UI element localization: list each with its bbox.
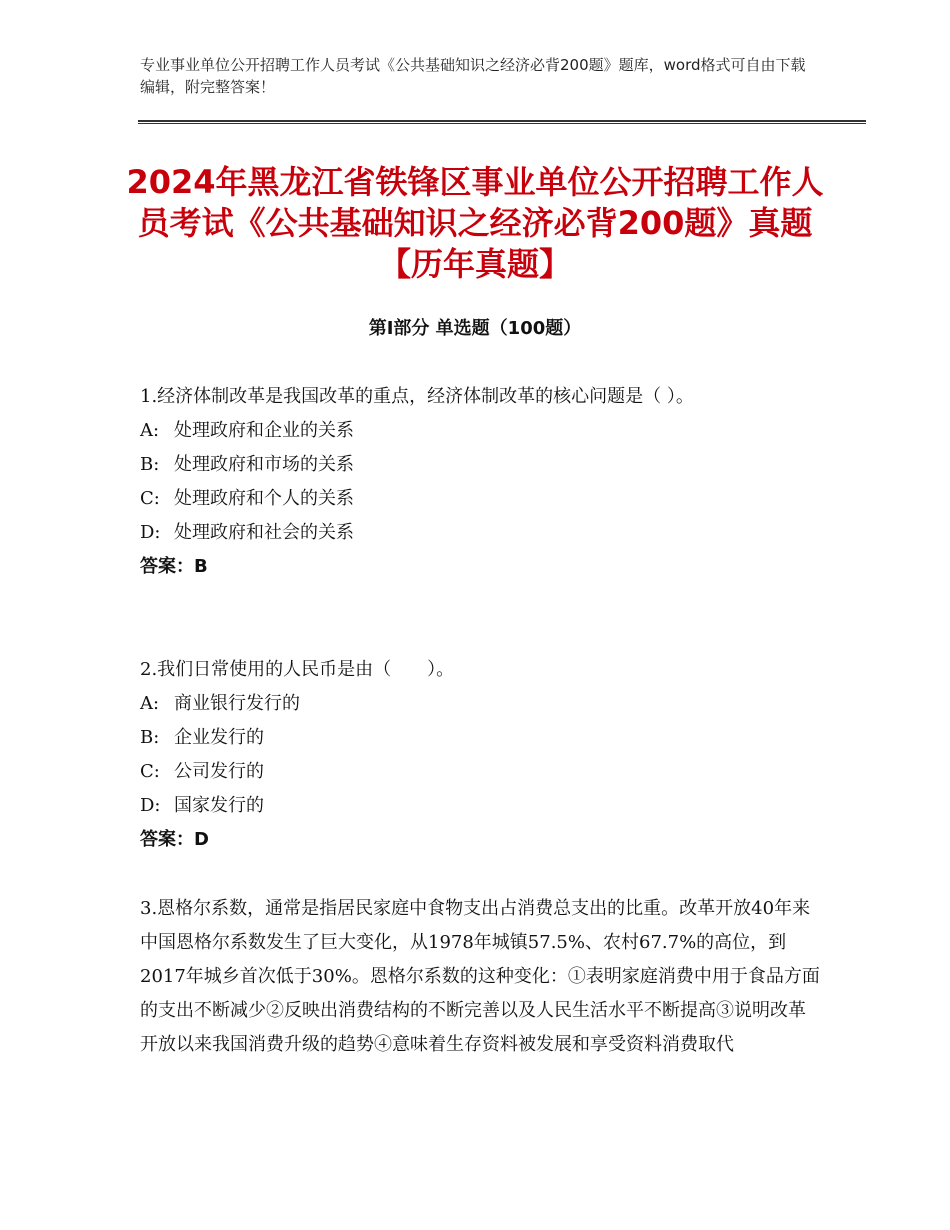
section-heading: 第Ⅰ部分 单选题（100题） [368,318,582,339]
option-letter: B: [140,727,160,748]
option-letter: B: [140,454,160,475]
option-letter: A: [140,693,160,714]
option-text: 商业银行发行的 [174,693,300,714]
option-letter: C: [140,488,160,509]
document-title: 2024年黑龙江省铁锋区事业单位公开招聘工作人员考试《公共基础知识之经济必背200题》真题【历年真题】 [126,163,824,283]
option-text: 处理政府和社会的关系 [174,522,354,543]
answer-label: 答案：B [140,556,208,577]
option-b [140,721,820,755]
option-letter: C: [140,761,160,782]
option-c [140,482,820,516]
header-note: 专业事业单位公开招聘工作人员考试《公共基础知识之经济必背200题》题库，word格式可自由下载编辑，附完整答案！ [140,56,806,96]
answer-label: 答案：D [140,829,209,850]
option-a [140,687,820,721]
option-text: 处理政府和企业的关系 [174,420,354,441]
option-a [140,414,820,448]
question-1 [140,380,820,584]
option-text: 国家发行的 [174,795,264,816]
header-divider [138,120,866,124]
question-2 [140,653,820,857]
question-3 [140,892,820,1062]
option-text: 处理政府和个人的关系 [174,488,354,509]
option-b [140,448,820,482]
option-c [140,755,820,789]
option-d [140,516,820,550]
option-text: 处理政府和市场的关系 [174,454,354,475]
question-stem: 2.我们日常使用的人民币是由（ ）。 [140,659,455,680]
option-letter: A: [140,420,160,441]
question-stem: 1.经济体制改革是我国改革的重点，经济体制改革的核心问题是（ ）。 [140,386,694,407]
option-text: 企业发行的 [174,727,264,748]
option-d [140,789,820,823]
question-stem: 3.恩格尔系数，通常是指居民家庭中食物支出占消费总支出的比重。改革开放40年来中国恩格尔系数发生了巨大变化，从1978年城镇57.5%、农村67.7%的高位，到2017年城乡首次低于30%。恩格尔系数的这种变化：①表明家庭消费中用于食品方面的支出不断减少②反映出消费结构的不断完善以及人民生活水平不断提高③说明改革开放以来我国消费升级的趋势④意味着生存资料被发展和享受资料消费取代 [140,898,820,1055]
option-letter: D: [140,795,161,816]
option-text: 公司发行的 [174,761,264,782]
option-letter: D: [140,522,161,543]
